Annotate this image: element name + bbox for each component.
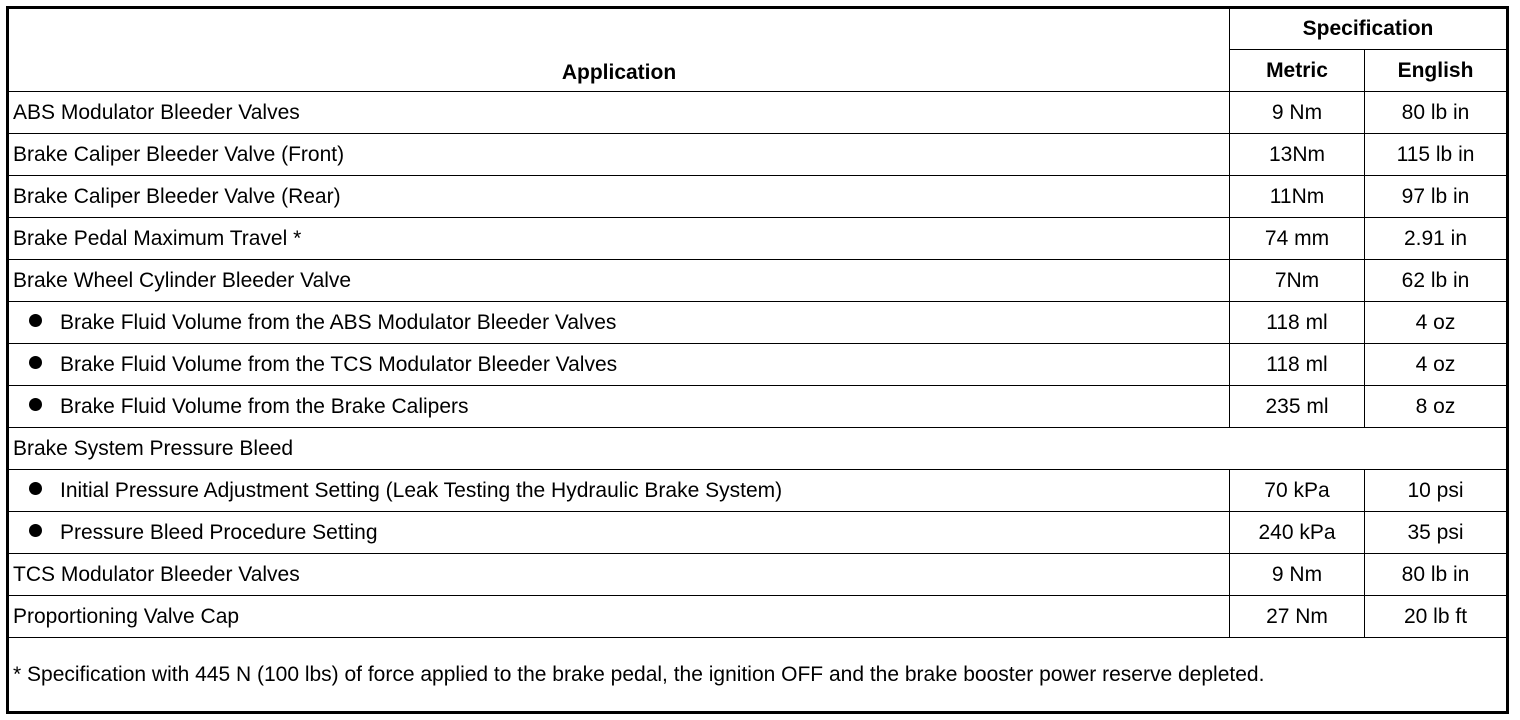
application-cell: Proportioning Valve Cap <box>8 596 1230 638</box>
application-cell <box>8 470 1230 512</box>
table-row <box>8 344 1508 386</box>
application-cell: TCS Modulator Bleeder Valves <box>8 554 1230 596</box>
application-cell: Brake Caliper Bleeder Valve (Front) <box>8 134 1230 176</box>
metric-cell: 118 ml <box>1230 302 1365 344</box>
english-cell: 97 lb in <box>1365 176 1508 218</box>
table-row <box>8 596 1508 638</box>
table-row <box>8 176 1508 218</box>
metric-cell: 74 mm <box>1230 218 1365 260</box>
header-row-top <box>8 8 1508 50</box>
english-cell: 62 lb in <box>1365 260 1508 302</box>
application-label: Brake Fluid Volume from the ABS Modulator Bleeder Valves <box>60 310 617 334</box>
bullet-icon <box>29 482 42 495</box>
application-cell <box>8 302 1230 344</box>
application-label: Pressure Bleed Procedure Setting <box>60 520 378 544</box>
application-label: Brake Fluid Volume from the TCS Modulator Bleeder Valves <box>60 352 618 376</box>
english-cell: 2.91 in <box>1365 218 1508 260</box>
english-cell: 4 oz <box>1365 302 1508 344</box>
application-cell: Brake Caliper Bleeder Valve (Rear) <box>8 176 1230 218</box>
metric-cell: 70 kPa <box>1230 470 1365 512</box>
application-cell: Brake Wheel Cylinder Bleeder Valve <box>8 260 1230 302</box>
specification-table <box>6 6 1509 714</box>
table-row <box>8 260 1508 302</box>
english-cell: 80 lb in <box>1365 92 1508 134</box>
application-header: Application <box>8 8 1230 92</box>
english-cell: 10 psi <box>1365 470 1508 512</box>
application-cell: Brake Pedal Maximum Travel * <box>8 218 1230 260</box>
application-cell: ABS Modulator Bleeder Valves <box>8 92 1230 134</box>
application-label: Brake Fluid Volume from the Brake Calipers <box>60 394 469 418</box>
english-cell: 115 lb in <box>1365 134 1508 176</box>
table-row <box>8 512 1508 554</box>
table-row <box>8 218 1508 260</box>
table-row <box>8 386 1508 428</box>
table-row <box>8 92 1508 134</box>
metric-cell: 118 ml <box>1230 344 1365 386</box>
metric-cell: 235 ml <box>1230 386 1365 428</box>
bullet-icon <box>29 356 42 369</box>
metric-cell: 9 Nm <box>1230 554 1365 596</box>
english-cell: 4 oz <box>1365 344 1508 386</box>
table-row-group-heading <box>8 428 1508 470</box>
bullet-icon <box>29 398 42 411</box>
metric-cell: 9 Nm <box>1230 92 1365 134</box>
application-label: Initial Pressure Adjustment Setting (Leak Testing the Hydraulic Brake System) <box>60 478 783 502</box>
table-row <box>8 134 1508 176</box>
specification-header: Specification <box>1230 8 1508 50</box>
application-cell <box>8 344 1230 386</box>
table-row <box>8 470 1508 512</box>
metric-cell: 240 kPa <box>1230 512 1365 554</box>
application-cell: Brake System Pressure Bleed <box>8 428 1508 470</box>
metric-cell: 7Nm <box>1230 260 1365 302</box>
table-row <box>8 302 1508 344</box>
metric-cell: 13Nm <box>1230 134 1365 176</box>
english-cell: 35 psi <box>1365 512 1508 554</box>
english-cell: 20 lb ft <box>1365 596 1508 638</box>
footnote: * Specification with 445 N (100 lbs) of force applied to the brake pedal, the ignition OFF and the brake booster power reserve depleted. <box>8 638 1508 713</box>
bullet-icon <box>29 524 42 537</box>
english-cell: 80 lb in <box>1365 554 1508 596</box>
bullet-icon <box>29 314 42 327</box>
table-row <box>8 554 1508 596</box>
application-cell <box>8 386 1230 428</box>
english-cell: 8 oz <box>1365 386 1508 428</box>
metric-header: Metric <box>1230 50 1365 92</box>
footnote-row <box>8 638 1508 713</box>
application-cell <box>8 512 1230 554</box>
metric-cell: 27 Nm <box>1230 596 1365 638</box>
english-header: English <box>1365 50 1508 92</box>
metric-cell: 11Nm <box>1230 176 1365 218</box>
